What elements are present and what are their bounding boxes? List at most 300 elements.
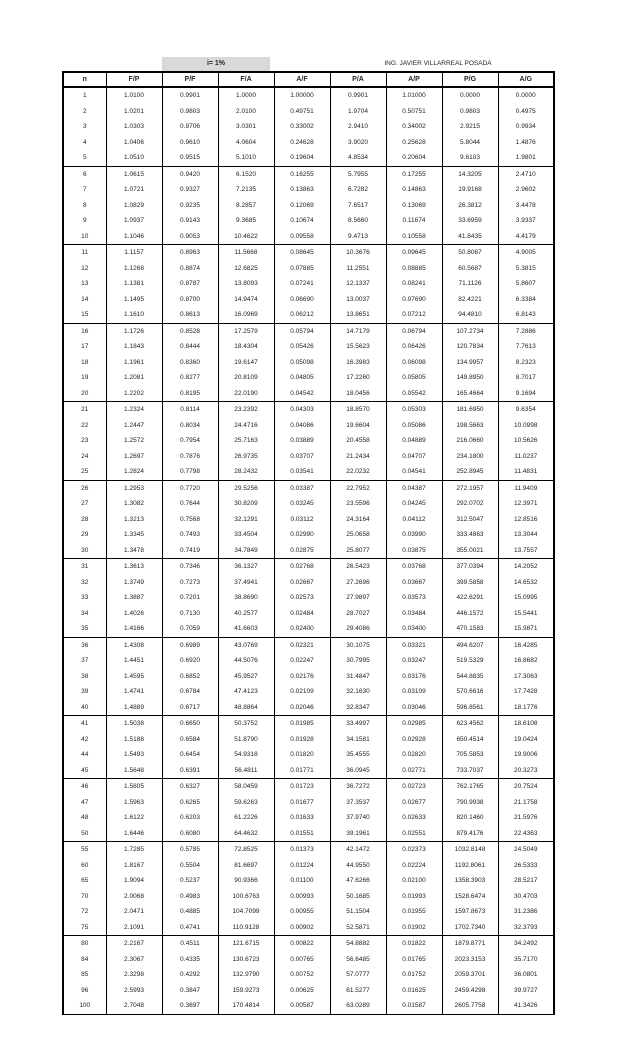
factor-cell: 272.1957: [442, 480, 498, 496]
factor-cell: 0.25628: [386, 135, 442, 151]
factor-cell: 0.9515: [162, 150, 218, 166]
factor-cell: 90.9366: [218, 873, 274, 889]
period-cell: 3: [63, 119, 106, 135]
factor-cell: 32.8347: [330, 700, 386, 716]
table-row: [63, 245, 554, 261]
period-cell: 16: [63, 323, 106, 339]
factor-cell: 1.4741: [106, 684, 162, 700]
period-cell: 65: [63, 873, 106, 889]
factor-cell: 0.12069: [274, 198, 330, 214]
table-row: [63, 904, 554, 920]
table-row: [63, 135, 554, 151]
factor-cell: 36.0945: [330, 763, 386, 779]
factor-cell: 1.1961: [106, 355, 162, 371]
factor-cell: 0.01822: [386, 936, 442, 952]
factor-cell: 47.4123: [218, 684, 274, 700]
factor-cell: 1.5648: [106, 763, 162, 779]
table-row: [63, 842, 554, 858]
factor-cell: 0.01373: [274, 842, 330, 858]
factor-cell: 82.4221: [442, 292, 498, 308]
period-cell: 19: [63, 370, 106, 386]
factor-cell: 2.1091: [106, 920, 162, 936]
factor-cell: 0.9610: [162, 135, 218, 151]
factor-cell: 0.3847: [162, 983, 218, 999]
factor-cell: 14.7179: [330, 323, 386, 339]
factor-cell: 61.5277: [330, 983, 386, 999]
period-cell: 8: [63, 198, 106, 214]
factor-cell: 0.08885: [386, 261, 442, 277]
factor-cell: 0.02677: [386, 795, 442, 811]
factor-cell: 0.03990: [386, 527, 442, 543]
factor-cell: 52.5871: [330, 920, 386, 936]
factor-cell: 0.8360: [162, 355, 218, 371]
factor-cell: 15.5623: [330, 339, 386, 355]
factor-cell: 0.04707: [386, 449, 442, 465]
factor-cell: 0.9053: [162, 229, 218, 245]
period-cell: 48: [63, 810, 106, 826]
factor-cell: 20.3273: [498, 763, 554, 779]
factor-cell: 0.04805: [274, 370, 330, 386]
factor-cell: 0.9235: [162, 198, 218, 214]
period-cell: 13: [63, 276, 106, 292]
factor-cell: 16.0969: [218, 307, 274, 323]
factor-cell: 18.4304: [218, 339, 274, 355]
period-cell: 41: [63, 716, 106, 732]
factor-cell: 0.03484: [386, 606, 442, 622]
factor-cell: 1.0510: [106, 150, 162, 166]
factor-cell: 446.1572: [442, 606, 498, 622]
factor-cell: 0.6650: [162, 716, 218, 732]
factor-cell: 11.2551: [330, 261, 386, 277]
table-row: [63, 763, 554, 779]
factor-cell: 0.08645: [274, 245, 330, 261]
factor-cell: 0.9901: [330, 87, 386, 104]
factor-cell: 19.6147: [218, 355, 274, 371]
factor-cell: 10.4622: [218, 229, 274, 245]
column-header-a-over-g: A/G: [498, 72, 554, 87]
factor-cell: 33.4504: [218, 527, 274, 543]
factor-cell: 733.7037: [442, 763, 498, 779]
factor-cell: 39.1961: [330, 826, 386, 842]
factor-cell: 4.9005: [498, 245, 554, 261]
factor-cell: 0.7419: [162, 543, 218, 559]
table-row: [63, 858, 554, 874]
factor-cell: 0.07241: [274, 276, 330, 292]
factor-cell: 470.1583: [442, 621, 498, 637]
factor-cell: 0.10674: [274, 213, 330, 229]
column-header-p-over-g: P/G: [442, 72, 498, 87]
factor-cell: 15.0995: [498, 590, 554, 606]
factor-cell: 24.4716: [218, 418, 274, 434]
factor-cell: 44.5076: [218, 653, 274, 669]
factor-cell: 0.14863: [386, 182, 442, 198]
factor-cell: 13.8651: [330, 307, 386, 323]
factor-cell: 0.02109: [274, 684, 330, 700]
factor-cell: 72.8525: [218, 842, 274, 858]
factor-cell: 1.6446: [106, 826, 162, 842]
factor-cell: 1.1046: [106, 229, 162, 245]
factor-cell: 1.2202: [106, 386, 162, 402]
factor-cell: 15.5441: [498, 606, 554, 622]
factor-cell: 2.3298: [106, 967, 162, 983]
factor-cell: 0.5504: [162, 858, 218, 874]
factor-cell: 50.8067: [442, 245, 498, 261]
factor-cell: 0.05303: [386, 402, 442, 418]
author-label: ING. JAVIER VILLARREAL POSADA: [384, 60, 492, 67]
factor-cell: 0.02985: [386, 716, 442, 732]
factor-cell: 0.05805: [386, 370, 442, 386]
table-row: [63, 512, 554, 528]
table-row: [63, 669, 554, 685]
factor-cell: 0.8195: [162, 386, 218, 402]
factor-cell: 57.0777: [330, 967, 386, 983]
factor-cell: 0.01224: [274, 858, 330, 874]
factor-cell: 61.2226: [218, 810, 274, 826]
factor-cell: 28.7027: [330, 606, 386, 622]
factor-cell: 41.3426: [498, 998, 554, 1014]
factor-cell: 36.1327: [218, 559, 274, 575]
factor-cell: 13.3044: [498, 527, 554, 543]
factor-cell: 0.03889: [274, 433, 330, 449]
factor-cell: 1.4876: [498, 135, 554, 151]
factor-cell: 1.4595: [106, 669, 162, 685]
factor-cell: 705.5853: [442, 747, 498, 763]
period-cell: 50: [63, 826, 106, 842]
factor-cell: 42.1472: [330, 842, 386, 858]
factor-cell: 0.24628: [274, 135, 330, 151]
factor-cell: 0.06212: [274, 307, 330, 323]
period-cell: 37: [63, 653, 106, 669]
factor-cell: 0.04112: [386, 512, 442, 528]
factor-cell: 377.0394: [442, 559, 498, 575]
factor-cell: 6.1520: [218, 166, 274, 182]
factor-cell: 30.8209: [218, 496, 274, 512]
factor-cell: 7.7613: [498, 339, 554, 355]
factor-cell: 0.6327: [162, 779, 218, 795]
factor-cell: 1.3082: [106, 496, 162, 512]
period-cell: 21: [63, 402, 106, 418]
factor-cell: 0.02771: [386, 763, 442, 779]
factor-cell: 0.10558: [386, 229, 442, 245]
factor-cell: 3.9337: [498, 213, 554, 229]
factor-cell: 34.1581: [330, 732, 386, 748]
table-row: [63, 637, 554, 653]
factor-cell: 33.4997: [330, 716, 386, 732]
factor-cell: 35.4555: [330, 747, 386, 763]
factor-cell: 623.4562: [442, 716, 498, 732]
factor-cell: 0.4335: [162, 952, 218, 968]
factor-cell: 1.5805: [106, 779, 162, 795]
factor-cell: 312.5047: [442, 512, 498, 528]
factor-cell: 762.1765: [442, 779, 498, 795]
factor-cell: 0.02100: [386, 873, 442, 889]
table-row: [63, 559, 554, 575]
factor-cell: 0.6717: [162, 700, 218, 716]
factor-cell: 0.01765: [386, 952, 442, 968]
factor-cell: 0.06794: [386, 323, 442, 339]
factor-cell: 18.6108: [498, 716, 554, 732]
factor-cell: 71.1126: [442, 276, 498, 292]
factor-cell: 0.7568: [162, 512, 218, 528]
factor-cell: 2059.3701: [442, 967, 498, 983]
factor-cell: 1879.8771: [442, 936, 498, 952]
table-row: [63, 889, 554, 905]
factor-cell: 0.03387: [274, 480, 330, 496]
factor-cell: 1.2824: [106, 464, 162, 480]
factor-cell: 17.7428: [498, 684, 554, 700]
factor-cell: 20.7524: [498, 779, 554, 795]
factor-cell: 14.6532: [498, 575, 554, 591]
factor-cell: 130.6723: [218, 952, 274, 968]
period-cell: 27: [63, 496, 106, 512]
factor-cell: 0.6920: [162, 653, 218, 669]
factor-cell: 1358.3903: [442, 873, 498, 889]
factor-cell: 596.8561: [442, 700, 498, 716]
factor-cell: 6.7282: [330, 182, 386, 198]
factor-cell: 1.2081: [106, 370, 162, 386]
factor-cell: 22.4363: [498, 826, 554, 842]
factor-cell: 18.8570: [330, 402, 386, 418]
factor-cell: 1.0201: [106, 104, 162, 120]
factor-cell: 0.04086: [274, 418, 330, 434]
factor-cell: 22.0232: [330, 464, 386, 480]
factor-cell: 11.5668: [218, 245, 274, 261]
factor-cell: 0.8277: [162, 370, 218, 386]
period-cell: 44: [63, 747, 106, 763]
factor-cell: 13.0037: [330, 292, 386, 308]
factor-cell: 0.02990: [274, 527, 330, 543]
factor-cell: 29.4086: [330, 621, 386, 637]
factor-cell: 198.5663: [442, 418, 498, 434]
factor-cell: 0.04245: [386, 496, 442, 512]
factor-cell: 170.4814: [218, 998, 274, 1014]
table-row: [63, 261, 554, 277]
factor-cell: 0.9803: [442, 104, 498, 120]
period-cell: 39: [63, 684, 106, 700]
factor-cell: 0.03247: [386, 653, 442, 669]
factor-cell: 0.9901: [162, 87, 218, 104]
column-header-p-over-a: P/A: [330, 72, 386, 87]
factor-cell: 100.6763: [218, 889, 274, 905]
factor-cell: 181.6950: [442, 402, 498, 418]
factor-cell: 0.0000: [498, 87, 554, 104]
period-cell: 35: [63, 621, 106, 637]
period-cell: 6: [63, 166, 106, 182]
factor-cell: 0.08241: [386, 276, 442, 292]
factor-cell: 0.01955: [386, 904, 442, 920]
factor-cell: 0.01551: [274, 826, 330, 842]
factor-cell: 10.3676: [330, 245, 386, 261]
factor-cell: 2.3067: [106, 952, 162, 968]
factor-cell: 0.00822: [274, 936, 330, 952]
table-row: [63, 182, 554, 198]
factor-cell: 132.9790: [218, 967, 274, 983]
factor-cell: 110.9128: [218, 920, 274, 936]
table-row: [63, 575, 554, 591]
factor-cell: 355.0021: [442, 543, 498, 559]
factor-cell: 9.6103: [442, 150, 498, 166]
factor-cell: 12.3971: [498, 496, 554, 512]
factor-cell: 4.4179: [498, 229, 554, 245]
factor-cell: 0.06098: [386, 355, 442, 371]
factor-cell: 1.0937: [106, 213, 162, 229]
period-cell: 40: [63, 700, 106, 716]
factor-cell: 1.1843: [106, 339, 162, 355]
sheet-header: [0, 57, 638, 71]
factor-cell: 17.2579: [218, 323, 274, 339]
interest-rate-label: i= 1%: [162, 57, 270, 71]
factor-cell: 0.04303: [274, 402, 330, 418]
period-cell: 29: [63, 527, 106, 543]
factor-cell: 2459.4298: [442, 983, 498, 999]
table-row: [63, 496, 554, 512]
factor-cell: 0.9706: [162, 119, 218, 135]
period-cell: 20: [63, 386, 106, 402]
table-row: [63, 464, 554, 480]
factor-cell: 50.1685: [330, 889, 386, 905]
factor-cell: 0.02768: [274, 559, 330, 575]
factor-cell: 25.8077: [330, 543, 386, 559]
factor-cell: 1192.8061: [442, 858, 498, 874]
factor-cell: 31.2386: [498, 904, 554, 920]
column-header-a-over-p: A/P: [386, 72, 442, 87]
factor-cell: 0.0000: [442, 87, 498, 104]
factor-cell: 0.02723: [386, 779, 442, 795]
factor-cell: 0.00993: [274, 889, 330, 905]
factor-cell: 0.7720: [162, 480, 218, 496]
period-cell: 10: [63, 229, 106, 245]
factor-cell: 0.8528: [162, 323, 218, 339]
factor-cell: 0.02176: [274, 669, 330, 685]
table-row: [63, 732, 554, 748]
factor-cell: 0.03541: [274, 464, 330, 480]
factor-cell: 1.9094: [106, 873, 162, 889]
factor-cell: 25.0658: [330, 527, 386, 543]
factor-cell: 15.9871: [498, 621, 554, 637]
factor-cell: 0.02400: [274, 621, 330, 637]
factor-cell: 0.49751: [274, 104, 330, 120]
factor-cell: 0.3697: [162, 998, 218, 1014]
factor-cell: 0.09645: [386, 245, 442, 261]
interest-factor-table: [62, 71, 555, 1015]
period-cell: 2: [63, 104, 106, 120]
table-row: [63, 104, 554, 120]
table-row: [63, 590, 554, 606]
period-cell: 32: [63, 575, 106, 591]
factor-cell: 0.7493: [162, 527, 218, 543]
table-row: [63, 747, 554, 763]
factor-cell: 0.02484: [274, 606, 330, 622]
table-row: [63, 779, 554, 795]
factor-cell: 0.00625: [274, 983, 330, 999]
table-row: [63, 370, 554, 386]
factor-cell: 544.8835: [442, 669, 498, 685]
factor-cell: 34.2492: [498, 936, 554, 952]
factor-cell: 0.8114: [162, 402, 218, 418]
factor-cell: 5.8044: [442, 135, 498, 151]
table-row: [63, 87, 554, 104]
factor-cell: 879.4176: [442, 826, 498, 842]
factor-cell: 0.8787: [162, 276, 218, 292]
factor-cell: 20.8109: [218, 370, 274, 386]
factor-cell: 0.01928: [274, 732, 330, 748]
factor-cell: 1.9801: [498, 150, 554, 166]
factor-cell: 21.1758: [498, 795, 554, 811]
factor-cell: 0.4885: [162, 904, 218, 920]
factor-cell: 0.03667: [386, 575, 442, 591]
factor-cell: 0.6784: [162, 684, 218, 700]
factor-cell: 1.1610: [106, 307, 162, 323]
factor-cell: 22.7952: [330, 480, 386, 496]
table-row: [63, 653, 554, 669]
factor-cell: 32.1291: [218, 512, 274, 528]
factor-cell: 0.9803: [162, 104, 218, 120]
factor-cell: 12.6825: [218, 261, 274, 277]
factor-cell: 0.01100: [274, 873, 330, 889]
factor-cell: 17.2260: [330, 370, 386, 386]
factor-cell: 0.01587: [386, 998, 442, 1014]
factor-cell: 14.2052: [498, 559, 554, 575]
factor-cell: 6.8143: [498, 307, 554, 323]
factor-cell: 12.8516: [498, 512, 554, 528]
factor-cell: 1.4451: [106, 653, 162, 669]
factor-cell: 0.07212: [386, 307, 442, 323]
factor-cell: 0.4975: [498, 104, 554, 120]
factor-cell: 2.0471: [106, 904, 162, 920]
factor-cell: 26.5333: [498, 858, 554, 874]
factor-cell: 81.6697: [218, 858, 274, 874]
factor-cell: 0.02928: [386, 732, 442, 748]
factor-cell: 1.1268: [106, 261, 162, 277]
factor-cell: 494.6207: [442, 637, 498, 653]
factor-cell: 16.4285: [498, 637, 554, 653]
factor-cell: 0.8034: [162, 418, 218, 434]
table-row: [63, 292, 554, 308]
period-cell: 55: [63, 842, 106, 858]
table-row: [63, 339, 554, 355]
factor-cell: 1.5493: [106, 747, 162, 763]
factor-cell: 37.9740: [330, 810, 386, 826]
period-cell: 34: [63, 606, 106, 622]
factor-cell: 292.0702: [442, 496, 498, 512]
table-row: [63, 418, 554, 434]
table-row: [63, 433, 554, 449]
period-cell: 15: [63, 307, 106, 323]
factor-cell: 216.0660: [442, 433, 498, 449]
factor-cell: 0.02573: [274, 590, 330, 606]
factor-cell: 1.2953: [106, 480, 162, 496]
factor-cell: 40.2577: [218, 606, 274, 622]
factor-cell: 165.4664: [442, 386, 498, 402]
period-cell: 45: [63, 763, 106, 779]
factor-cell: 5.1010: [218, 150, 274, 166]
factor-cell: 32.1630: [330, 684, 386, 700]
factor-cell: 0.03573: [386, 590, 442, 606]
factor-cell: 1.3478: [106, 543, 162, 559]
factor-cell: 35.7170: [498, 952, 554, 968]
factor-cell: 0.8874: [162, 261, 218, 277]
factor-cell: 8.7017: [498, 370, 554, 386]
table-row: [63, 936, 554, 952]
factor-cell: 159.9273: [218, 983, 274, 999]
factor-cell: 1.0721: [106, 182, 162, 198]
factor-cell: 0.01677: [274, 795, 330, 811]
factor-cell: 2605.7758: [442, 998, 498, 1014]
factor-cell: 20.4558: [330, 433, 386, 449]
table-row: [63, 967, 554, 983]
factor-cell: 0.7954: [162, 433, 218, 449]
factor-cell: 23.2392: [218, 402, 274, 418]
